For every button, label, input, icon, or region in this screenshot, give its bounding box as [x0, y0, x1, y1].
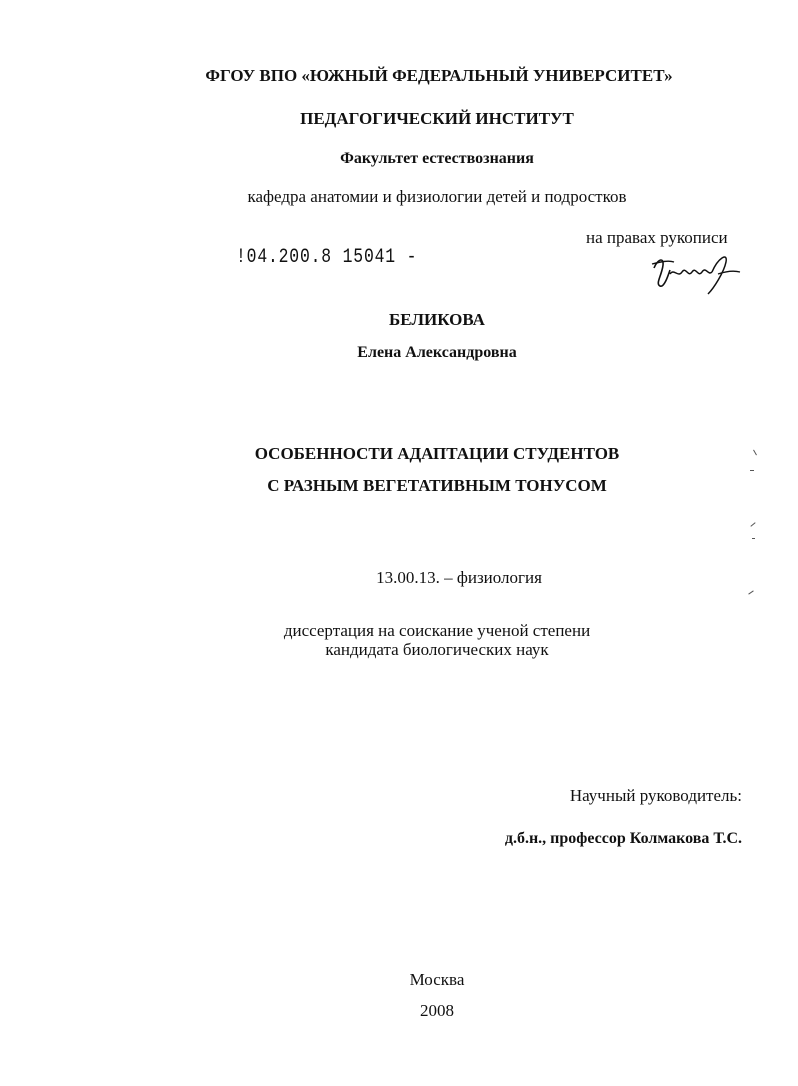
- rights-note: на правах рукописи: [586, 228, 728, 247]
- degree-line-2: кандидата биологических наук: [325, 640, 549, 659]
- department-name: кафедра анатомии и физиологии детей и подростков: [247, 187, 627, 206]
- year: 2008: [420, 1001, 454, 1020]
- supervisor-name: д.б.н., профессор Колмакова Т.С.: [504, 830, 742, 847]
- supervisor-label: Научный руководитель:: [569, 786, 742, 805]
- scan-artifact: [752, 538, 755, 539]
- degree-line-1: диссертация на соискание ученой степени: [283, 621, 591, 640]
- scan-artifact: [750, 522, 755, 527]
- institute-name: ПЕДАГОГИЧЕСКИЙ ИНСТИТУТ: [300, 109, 574, 128]
- scan-artifact: [750, 470, 754, 471]
- city: Москва: [409, 970, 465, 989]
- handwritten-signature: [648, 248, 744, 296]
- author-surname: БЕЛИКОВА: [389, 310, 485, 329]
- university-name: ФГОУ ВПО «ЮЖНЫЙ ФЕДЕРАЛЬНЫЙ УНИВЕРСИТЕТ»: [205, 66, 673, 85]
- dissertation-title-line-1: ОСОБЕННОСТИ АДАПТАЦИИ СТУДЕНТОВ: [254, 444, 620, 463]
- scan-artifact: [748, 590, 753, 594]
- archive-stamp-number: !04.200.8 15041 -: [236, 246, 418, 269]
- dissertation-title-line-2: С РАЗНЫМ ВЕГЕТАТИВНЫМ ТОНУСОМ: [267, 476, 607, 495]
- faculty-name: Факультет естествознания: [340, 150, 534, 167]
- specialty-code: 13.00.13. – физиология: [376, 568, 542, 587]
- author-name: Елена Александровна: [357, 344, 517, 361]
